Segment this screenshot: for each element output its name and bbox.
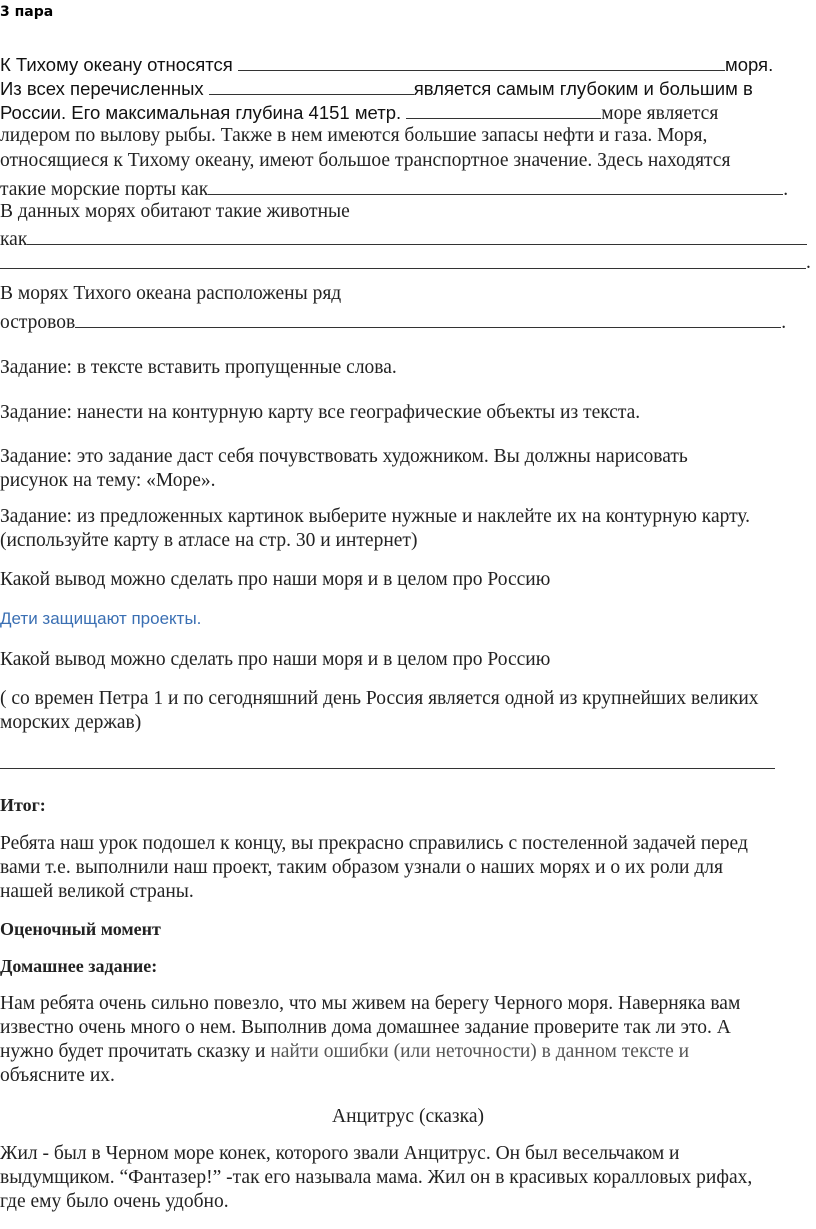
story-line: выдумщиком. “Фантазер!” -так его называла мама. Жил он в красивых коралловых рифах, bbox=[0, 1167, 753, 1188]
text: как bbox=[0, 229, 28, 250]
fill-in-line-11 bbox=[0, 309, 786, 334]
text: К Тихому океану относятся bbox=[0, 54, 238, 75]
conclusion-answer-cont: морских держав) bbox=[0, 712, 142, 733]
homework-line: известно очень много о нем. Выполнив дома домашнее задание проверите так ли это. А bbox=[0, 1017, 731, 1038]
fill-in-line-10: В морях Тихого океана расположены ряд bbox=[0, 283, 342, 304]
text: нужно будет прочитать сказку и bbox=[0, 1041, 271, 1062]
task-1: Задание: в тексте вставить пропущенные слова. bbox=[0, 357, 397, 378]
fill-in-line-1 bbox=[0, 52, 773, 76]
text: России. Его максимальная глубина 4151 метр. bbox=[0, 102, 407, 123]
fill-in-line-3 bbox=[0, 100, 718, 125]
answer-blank-line[interactable] bbox=[0, 268, 806, 269]
fill-in-line-8 bbox=[0, 226, 807, 251]
story-title: Анцитрус (сказка) bbox=[332, 1106, 484, 1127]
projects-note: Дети защищают проекты. bbox=[0, 609, 202, 628]
fill-in-line-2 bbox=[0, 76, 753, 100]
text: островов bbox=[0, 312, 76, 333]
text: Из всех перечисленных bbox=[0, 78, 209, 99]
task-4: Задание: из предложенных картинок выберите нужные и наклейте их на контурную карту. bbox=[0, 506, 751, 527]
text: является самым глубоким и большим в bbox=[413, 78, 753, 99]
page-header: 3 пара bbox=[0, 4, 54, 20]
fill-in-line-7: В данных морях обитают такие животные bbox=[0, 201, 350, 222]
task-3: Задание: это задание даст себя почувствовать художником. Вы должны нарисовать bbox=[0, 446, 688, 467]
text: . bbox=[781, 312, 787, 333]
answer-blank[interactable] bbox=[238, 52, 725, 71]
task-4-cont: (используйте карту в атласе на стр. 30 и интернет) bbox=[0, 530, 418, 551]
story-line: Жил - был в Черном море конек, которого звали Анцитрус. Он был весельчаком и bbox=[0, 1143, 680, 1164]
conclusion-question: Какой вывод можно сделать про наши моря и в целом про Россию bbox=[0, 569, 551, 590]
homework-line: Нам ребята очень сильно повезло, что мы живем на берегу Черного моря. Наверняка вам bbox=[0, 993, 741, 1014]
summary-line: нашей великой страны. bbox=[0, 881, 194, 902]
fill-in-line-4: лидером по вылову рыбы. Также в нем имеются большие запасы нефти и газа. Моря, bbox=[0, 125, 708, 146]
answer-blank-line[interactable] bbox=[0, 768, 775, 769]
story-line: где ему было очень удобно. bbox=[0, 1191, 229, 1212]
homework-heading: Домашнее задание: bbox=[0, 956, 158, 976]
summary-line: вами т.е. выполнили наш проект, таким образом узнали о наших морях и о их роли для bbox=[0, 857, 723, 878]
text: . bbox=[783, 179, 789, 200]
conclusion-answer: ( со времен Петра 1 и по сегодняшний день Россия является одной из крупнейших великих bbox=[0, 688, 759, 709]
fill-in-line-6 bbox=[0, 176, 788, 201]
text: моря. bbox=[724, 54, 774, 75]
homework-line bbox=[0, 1041, 689, 1063]
homework-line: объясните их. bbox=[0, 1065, 115, 1086]
fill-in-line-5: относящиеся к Тихому океану, имеют большое транспортное значение. Здесь находятся bbox=[0, 150, 731, 171]
summary-line: Ребята наш урок подошел к концу, вы прекрасно справились с постеленной задачей перед bbox=[0, 833, 748, 854]
text: море является bbox=[601, 103, 719, 124]
summary-title: Итог: bbox=[0, 795, 46, 815]
text: найти ошибки (или неточности) в данном тексте и bbox=[270, 1041, 690, 1062]
answer-blank[interactable] bbox=[208, 176, 783, 195]
answer-blank[interactable] bbox=[406, 100, 601, 119]
task-2: Задание: нанести на контурную карту все географические объекты из текста. bbox=[0, 402, 641, 423]
text: такие морские порты как bbox=[0, 179, 209, 200]
period: . bbox=[806, 252, 811, 273]
answer-blank[interactable] bbox=[209, 76, 414, 95]
conclusion-question-repeat: Какой вывод можно сделать про наши моря и в целом про Россию bbox=[0, 649, 551, 670]
assessment-heading: Оценочный момент bbox=[0, 919, 161, 939]
task-3-cont: рисунок на тему: «Море». bbox=[0, 470, 216, 491]
answer-blank[interactable] bbox=[75, 309, 781, 328]
answer-blank[interactable] bbox=[27, 226, 807, 245]
